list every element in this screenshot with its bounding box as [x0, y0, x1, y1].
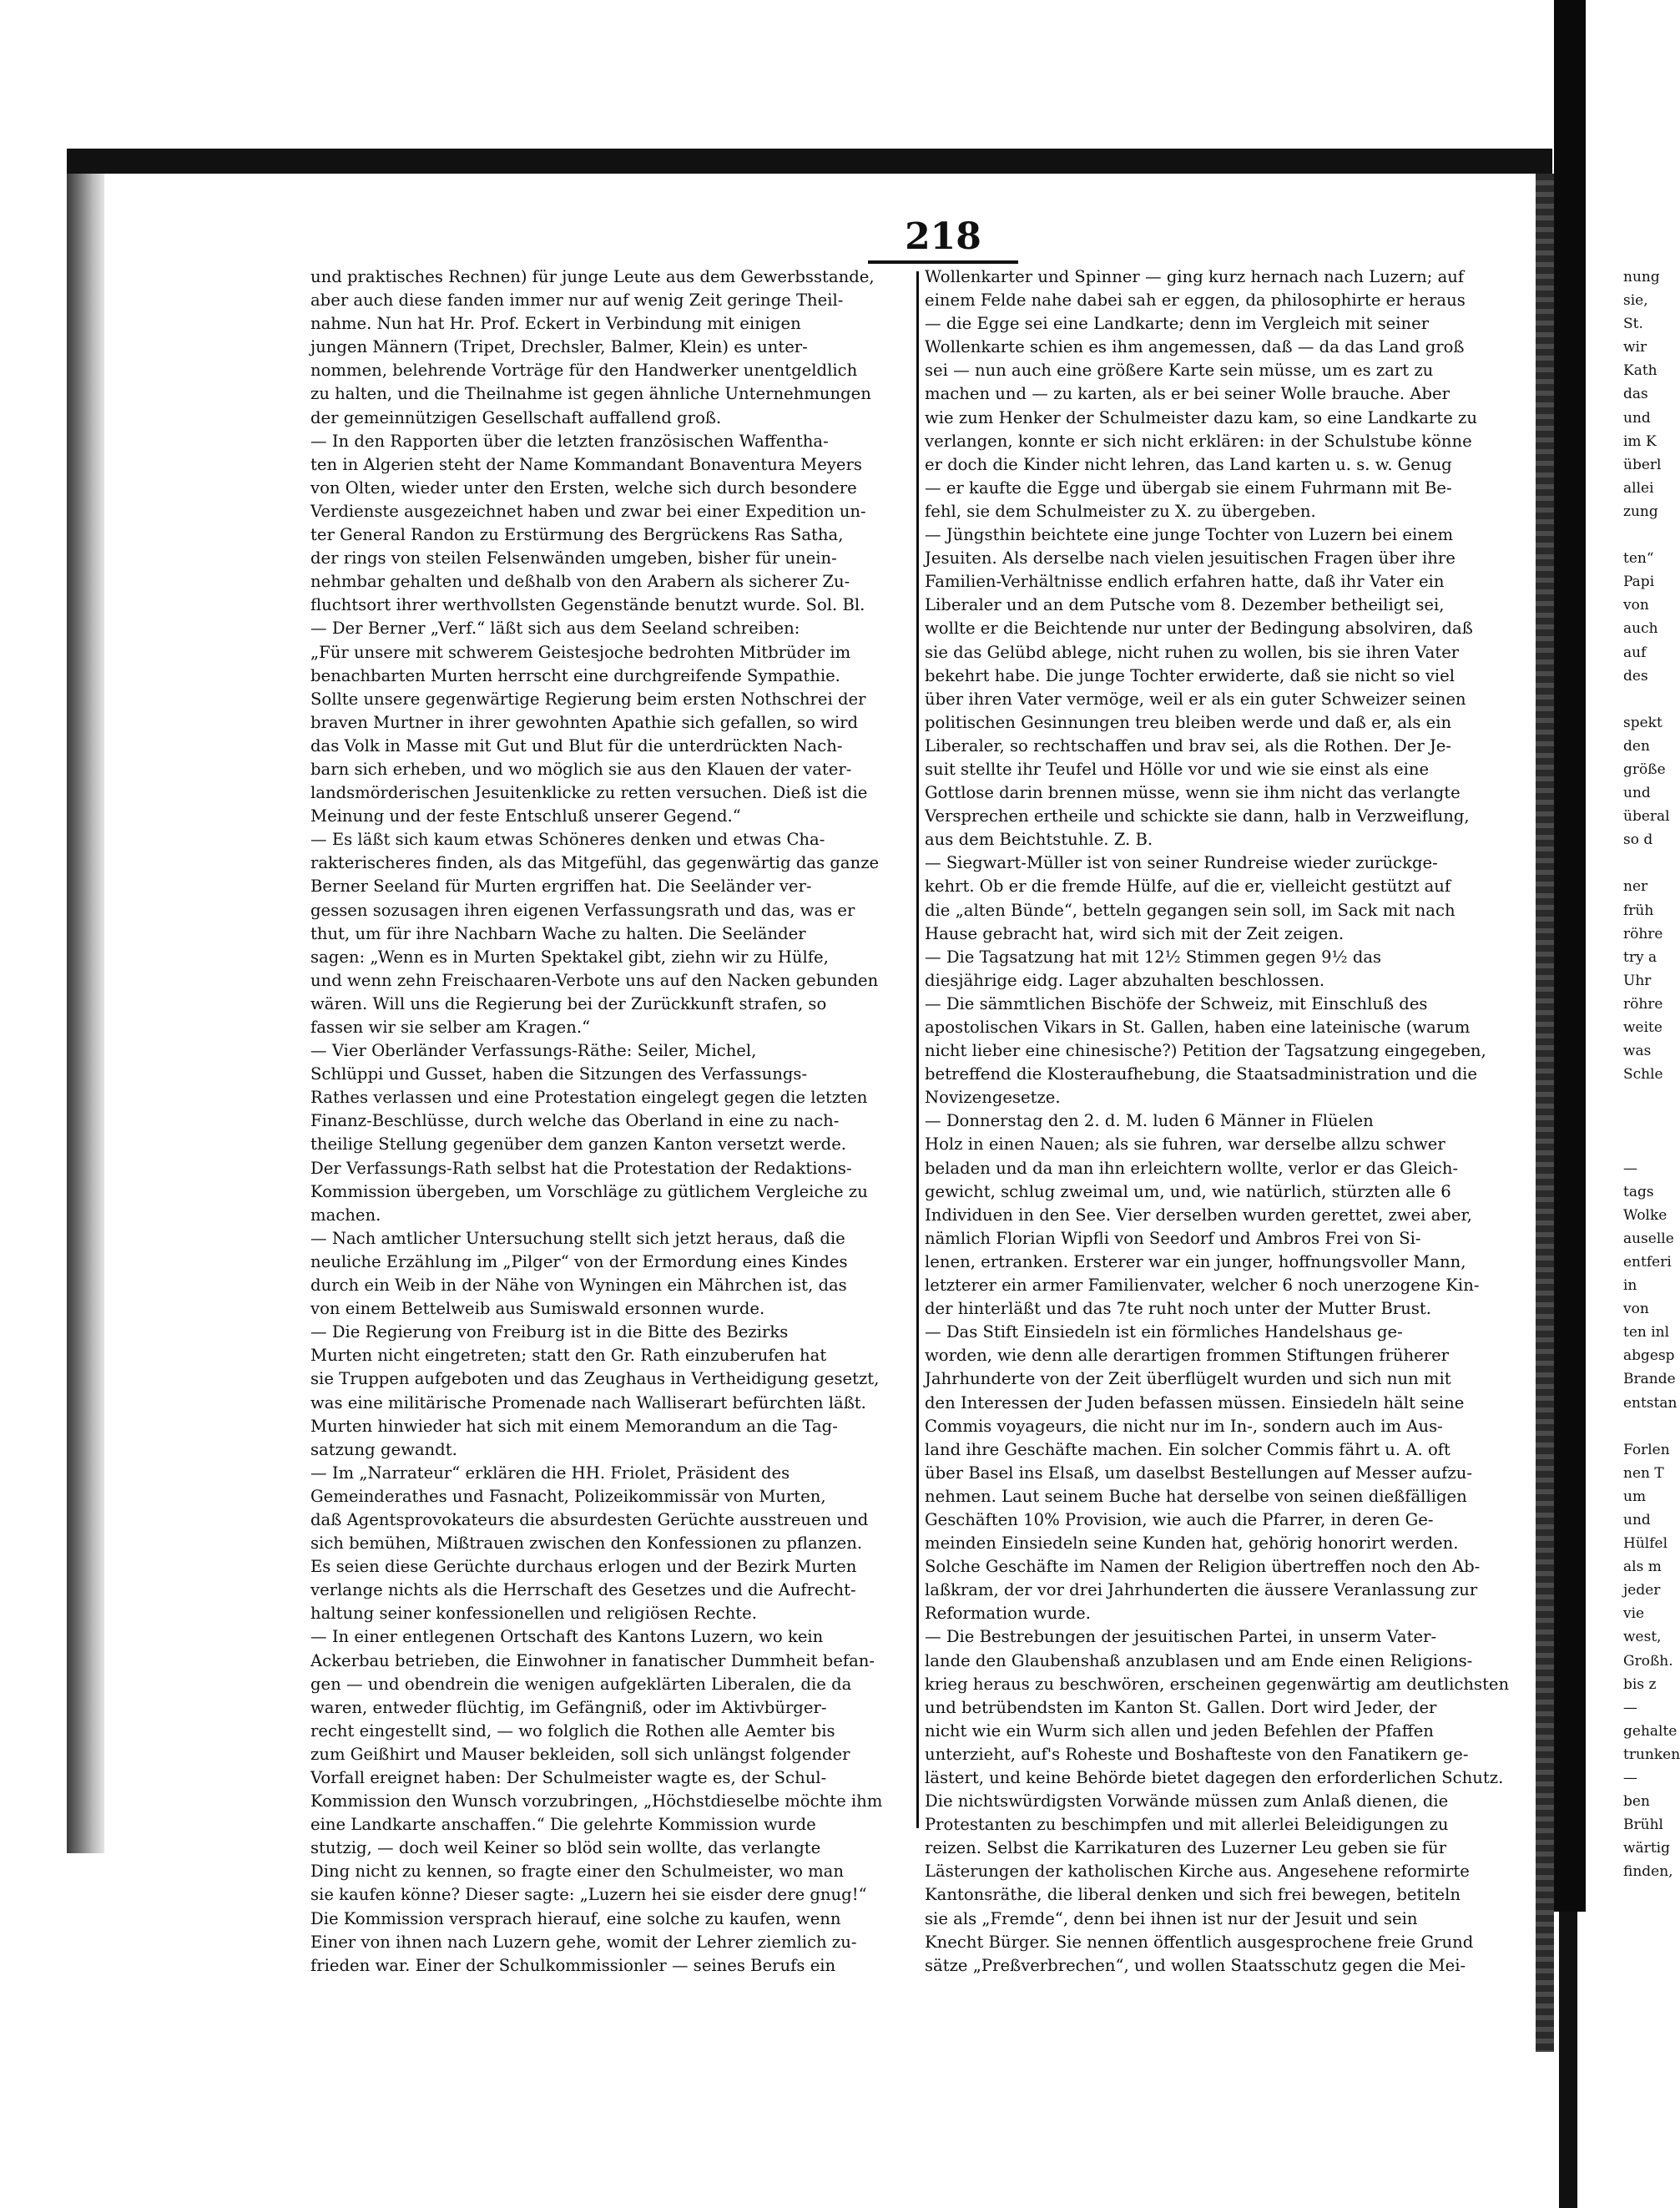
text-line: Solche Geschäfte im Namen der Religion übertreffen noch den Ab-: [925, 1557, 1481, 1577]
text-line: Knecht Bürger. Sie nennen öffentlich ausgesprochene freie Grund: [925, 1932, 1474, 1952]
text-line: finden,: [1623, 1863, 1673, 1881]
text-line: bis z: [1623, 1675, 1657, 1693]
text-line: sätze „Preßverbrechen“, und wollen Staatsschutz gegen die Mei-: [925, 1955, 1466, 1975]
text-line: Kommission den Wunsch vorzubringen, „Höchstdieselbe möchte ihm: [310, 1791, 883, 1811]
text-line: [1623, 1415, 1669, 1438]
text-line: meinden Einsiedeln seine Kunden hat, gehörig honorirt werden.: [925, 1533, 1459, 1554]
text-line: Uhr: [1623, 972, 1652, 989]
text-line: über Basel ins Elsaß, um daselbst Bestellungen auf Messer aufzu-: [925, 1463, 1472, 1483]
text-line: laßkram, der vor drei Jahrhunderten die äussere Veranlassung zur: [925, 1580, 1478, 1600]
text-line: Holz in einen Nauen; als sie fuhren, war derselbe allzu schwer: [925, 1134, 1445, 1155]
text-line: in: [1623, 1277, 1637, 1295]
text-line: was: [1623, 1043, 1652, 1060]
text-line: Rathes verlassen und eine Protestation eingelegt gegen die letzten: [310, 1088, 868, 1108]
text-line: was eine militärische Promenade nach Walliserart befürchten läßt.: [310, 1392, 866, 1412]
text-line: reizen. Selbst die Karrikaturen des Luzerner Leu geben sie für: [925, 1838, 1447, 1858]
text-line: er doch die Kinder nicht lehren, das Land karten u. s. w. Genug: [925, 454, 1452, 474]
text-line: Meinung und der feste Entschluß unserer Gegend.“: [310, 806, 741, 826]
text-line: Protestanten zu beschimpfen und mit allerlei Beleidigungen zu: [925, 1815, 1449, 1835]
text-line: jeder: [1623, 1582, 1661, 1599]
column-divider: [916, 271, 919, 1828]
text-line: und: [1623, 409, 1651, 427]
book-spine-edge-lower: [1559, 1912, 1577, 2208]
text-line: Berner Seeland für Murten ergriffen hat. Die Seeländer ver-: [310, 877, 812, 897]
text-line: —: [1623, 1770, 1637, 1786]
text-line: — Die Bestrebungen der jesuitischen Partei, in unserm Vater-: [925, 1627, 1437, 1647]
text-line: Großh.: [1623, 1652, 1673, 1670]
text-line: Wolke: [1623, 1206, 1667, 1224]
text-line: ter General Randon zu Erstürmung des Bergrückens Ras Satha,: [310, 525, 844, 545]
text-line: sie das Gelübd ablege, nicht ruhen zu wollen, bis sie ihren Vater: [925, 642, 1460, 662]
text-line: durch ein Weib in der Nähe von Wyningen ein Mährchen ist, das: [310, 1276, 847, 1296]
scan-left-margin: [0, 0, 67, 2208]
text-line: sie als „Fremde“, denn bei ihnen ist nur der Jesuit und sein: [925, 1908, 1418, 1928]
text-line: try a: [1623, 948, 1657, 966]
text-line: aber auch diese fanden immer nur auf wenig Zeit geringe Theil-: [310, 291, 844, 311]
text-line: auselle: [1623, 1230, 1674, 1247]
text-line: überl: [1623, 456, 1662, 473]
text-line: apostolischen Vikars in St. Gallen, haben eine lateinische (warum: [925, 1018, 1471, 1037]
text-line: und: [1623, 1511, 1651, 1528]
text-line: nehmen. Laut seinem Buche hat derselbe von seinen dießfälligen: [925, 1486, 1467, 1506]
text-line: kehrt. Ob er die fremde Hülfe, auf die er, vielleicht gestützt auf: [925, 877, 1451, 897]
text-line: nahme. Nun hat Hr. Prof. Eckert in Verbindung mit einigen: [310, 314, 801, 334]
text-line: Verdienste ausgezeichnet haben und zwar bei einer Expedition un-: [310, 501, 866, 521]
text-line: theilige Stellung gegenüber dem ganzen Kanton versetzt werde.: [310, 1134, 847, 1155]
text-line: „Für unsere mit schwerem Geistesjoche bedrohten Mitbrüder im: [310, 642, 851, 662]
page-number: 218: [905, 215, 981, 258]
page-number-underline: [868, 260, 1018, 264]
text-line: nehmbar gehalten und deßhalb von den Arabern als sicherer Zu-: [310, 572, 850, 592]
text-line: Schle: [1623, 1066, 1663, 1084]
text-line: so d: [1623, 831, 1653, 849]
text-line: und wenn zehn Freischaaren-Verbote uns auf den Nacken gebunden: [310, 970, 879, 990]
text-line: [1623, 688, 1669, 711]
text-line: und: [1623, 785, 1651, 802]
text-line: Geschäften 10% Provision, wie auch die Pfarrer, in deren Ge-: [925, 1509, 1434, 1529]
left-text-column: [310, 265, 905, 1978]
text-line: sich bemühen, Mißtrauen zwischen den Konfessionen zu pflanzen.: [310, 1533, 863, 1554]
text-line: nommen, belehrende Vorträge für den Handwerker unentgeldlich: [310, 361, 858, 381]
text-line: Schlüppi und Gusset, haben die Sitzungen des Verfassungs-: [310, 1064, 808, 1084]
text-line: sie,: [1623, 292, 1648, 310]
text-line: Vorfall ereignet haben: Der Schulmeister wagte es, der Schul-: [310, 1768, 827, 1787]
text-line: auf: [1623, 644, 1647, 661]
text-line: um: [1623, 1488, 1647, 1505]
text-line: gessen sozusagen ihren eigenen Verfassungsrath und das, was er: [310, 900, 855, 920]
text-line: Brande: [1623, 1371, 1676, 1388]
text-line: waren, entweder flüchtig, im Gefängniß, oder im Aktivbürger-: [310, 1697, 827, 1717]
text-line: rakterischeres finden, als das Mitgefühl, das gegenwärtig das ganze: [310, 853, 880, 873]
text-line: Die Kommission versprach hierauf, eine solche zu kaufen, wenn: [310, 1908, 841, 1928]
text-line: fluchtsort ihrer werthvollsten Gegenstände benutzt wurde. Sol. Bl.: [310, 595, 865, 615]
text-line: eine Landkarte anschaffen.“ Die gelehrte Kommission wurde: [310, 1815, 816, 1835]
text-line: — Vier Oberländer Verfassungs-Räthe: Seiler, Michel,: [310, 1041, 757, 1061]
text-line: — Donnerstag den 2. d. M. luden 6 Männer in Flüelen: [925, 1111, 1374, 1131]
text-line: [1623, 1109, 1669, 1133]
text-line: Ackerbau betrieben, die Einwohner in fanatischer Dummheit befan-: [310, 1650, 875, 1670]
text-line: braven Murtner in ihrer gewohnten Apathie sich gefallen, so wird: [310, 712, 859, 732]
text-line: wären. Will uns die Regierung bei der Zurückkunft strafen, so: [310, 993, 827, 1013]
text-line: im K: [1623, 432, 1657, 450]
text-line: stutzig, — doch weil Keiner so blöd sein wollte, das verlangte: [310, 1838, 821, 1858]
text-line: thut, um für ihre Nachbarn Wache zu halten. Die Seeländer: [310, 923, 806, 943]
next-page-fragment-column: [1623, 265, 1680, 1968]
text-line: Murten hinwieder hat sich mit einem Memorandum an die Tag-: [310, 1416, 838, 1436]
text-line: Kath: [1623, 362, 1657, 380]
text-line: trunken: [1623, 1746, 1680, 1763]
text-line: — Jüngsthin beichtete eine junge Tochter von Luzern bei einem: [925, 525, 1454, 545]
text-line: —: [1623, 1699, 1637, 1716]
book-spine-gutter: [1536, 174, 1554, 2052]
text-line: röhre: [1623, 995, 1663, 1013]
text-line: fassen wir sie selber am Kragen.“: [310, 1018, 591, 1037]
text-line: — Nach amtlicher Untersuchung stellt sich jetzt heraus, daß die: [310, 1228, 845, 1248]
text-line: diesjährige eidg. Lager abzuhalten beschlossen.: [925, 970, 1325, 990]
text-line: gen — und obendrein die wenigen aufgeklärten Liberalen, die da: [310, 1674, 852, 1694]
text-line: — Die Tagsatzung hat mit 12½ Stimmen gegen 9½ das: [925, 947, 1382, 967]
text-line: — Die sämmtlichen Bischöfe der Schweiz, mit Einschluß des: [925, 993, 1428, 1013]
text-line: Reformation wurde.: [925, 1604, 1091, 1624]
text-line: fehl, sie dem Schulmeister zu X. zu übergeben.: [925, 501, 1316, 521]
text-line: frieden war. Einer der Schulkommissionler — seines Berufs ein: [310, 1955, 836, 1975]
text-line: Gottlose darin brennen müsse, wenn sie ihm nicht das verlangte: [925, 783, 1461, 803]
text-line: — In einer entlegenen Ortschaft des Kantons Luzern, wo kein: [310, 1627, 824, 1647]
text-line: Forlen: [1623, 1441, 1670, 1458]
text-line: — Im „Narrateur“ erklären die HH. Friolet, Präsident des: [310, 1463, 790, 1483]
text-line: benachbarten Murten herrscht eine durchgreifende Sympathie.: [310, 665, 840, 685]
text-line: machen.: [310, 1205, 381, 1225]
text-line: lästert, und keine Behörde bietet dagegen den erforderlichen Schutz.: [925, 1768, 1504, 1787]
book-spine-edge: [1554, 0, 1586, 1912]
text-line: Liberaler und an dem Putsche vom 8. Dezember betheiligt sei,: [925, 595, 1445, 615]
text-line: zu halten, und die Theilnahme ist gegen ähnliche Unternehmungen: [310, 384, 871, 404]
text-line: sie kaufen könne? Dieser sagte: „Luzern hei sie eisder dere gnug!“: [310, 1885, 867, 1905]
text-line: wie zum Henker der Schulmeister dazu kam, so eine Landkarte zu: [925, 407, 1477, 427]
text-line: [1623, 1086, 1669, 1109]
text-line: der gemeinnützigen Gesellschaft auffallend groß.: [310, 407, 722, 427]
text-line: die „alten Bünde“, betteln gegangen sein soll, im Sack mit nach: [925, 900, 1455, 920]
text-line: gewicht, schlug zweimal um, und, wie natürlich, stürzten alle 6: [925, 1181, 1451, 1201]
text-line: ner: [1623, 878, 1648, 896]
text-line: — Das Stift Einsiedeln ist ein förmliches Handelshaus ge-: [925, 1322, 1403, 1342]
text-line: bekehrt habe. Die junge Tochter erwiderte, daß sie nicht so viel: [925, 665, 1455, 685]
text-line: Kommission übergeben, um Vorschläge zu gütlichem Vergleiche zu: [310, 1181, 868, 1201]
text-line: west,: [1623, 1629, 1662, 1646]
text-line: Einer von ihnen nach Luzern gehe, womit der Lehrer ziemlich zu-: [310, 1932, 857, 1952]
text-line: ten in Algerien steht der Name Kommandant Bonaventura Meyers: [310, 454, 862, 474]
text-line: barn sich erheben, und wo möglich sie aus den Klauen der vater-: [310, 759, 852, 779]
text-line: Jahrhunderte von der Zeit überflügelt wurden und sich nun mit: [925, 1369, 1451, 1389]
text-line: wärtig: [1623, 1840, 1670, 1857]
text-line: — Siegwart-Müller ist von seiner Rundreise wieder zurückge-: [925, 853, 1438, 873]
text-line: entferi: [1623, 1253, 1672, 1271]
text-line: Wollenkarter und Spinner — ging kurz hernach nach Luzern; auf: [925, 267, 1465, 286]
text-line: weite: [1623, 1019, 1662, 1036]
text-line: und betrübendsten im Kanton St. Gallen. Dort wird Jeder, der: [925, 1697, 1437, 1717]
text-line: [1623, 851, 1669, 875]
text-line: auch: [1623, 620, 1658, 638]
text-line: von: [1623, 1301, 1649, 1318]
text-line: tags: [1623, 1183, 1654, 1200]
text-line: Der Verfassungs-Rath selbst hat die Protestation der Redaktions-: [310, 1158, 852, 1178]
text-line: lenen, ertranken. Ersterer war ein junger, hoffnungsvoller Mann,: [925, 1251, 1466, 1271]
text-line: Kantonsräthe, die liberal denken und sich frei bewegen, betiteln: [925, 1885, 1461, 1905]
text-line: [1623, 523, 1669, 547]
text-line: das Volk in Masse mit Gut und Blut für die unterdrückten Nach-: [310, 735, 843, 755]
text-line: sei — nun auch eine größere Karte sein müsse, um es zart zu: [925, 361, 1434, 381]
text-line: Hause gebracht hat, wird sich mit der Zeit zeigen.: [925, 923, 1345, 943]
text-line: — Die Regierung von Freiburg ist in die Bitte des Bezirks: [310, 1322, 789, 1342]
text-line: Hülfel: [1623, 1535, 1668, 1553]
book-binding-edge: [67, 167, 104, 1853]
text-line: [1623, 1133, 1669, 1156]
text-line: abgesp: [1623, 1347, 1675, 1365]
text-line: St.: [1623, 316, 1643, 333]
text-line: des: [1623, 667, 1648, 685]
text-line: ten inl: [1623, 1324, 1670, 1341]
text-line: entstan: [1623, 1394, 1677, 1412]
text-line: verlangen, konnte er sich nicht erklären: in der Schulstube könne: [925, 431, 1472, 451]
text-line: röhre: [1623, 925, 1663, 942]
text-line: den: [1623, 737, 1650, 755]
text-line: verlange nichts als die Herrschaft des Gesetzes und die Aufrecht-: [310, 1580, 856, 1600]
middle-text-column: [925, 265, 1534, 1978]
text-line: nen T: [1623, 1464, 1664, 1482]
text-line: ten“: [1623, 550, 1654, 568]
text-line: satzung gewandt.: [310, 1439, 457, 1459]
text-line: überal: [1623, 808, 1670, 826]
text-line: Die nichtswürdigsten Vorwände müssen zum Anlaß dienen, die: [925, 1791, 1449, 1811]
text-line: Liberaler, so rechtschaffen und brav sei, als die Rothen. Der Je-: [925, 735, 1452, 755]
text-line: neuliche Erzählung im „Pilger“ von der Ermordung eines Kindes: [310, 1251, 848, 1271]
top-border-rule: [67, 149, 1552, 174]
text-line: Papi: [1623, 573, 1655, 591]
text-line: Finanz-Beschlüsse, durch welche das Oberland in eine zu nach-: [310, 1111, 840, 1131]
text-line: land ihre Geschäfte machen. Ein solcher Commis fährt u. A. oft: [925, 1439, 1450, 1459]
text-line: ben: [1623, 1793, 1650, 1811]
text-line: daß Agentsprovokateurs die absurdesten Gerüchte ausstreuen und: [310, 1509, 869, 1529]
text-line: das: [1623, 386, 1648, 403]
text-line: — Der Berner „Verf.“ läßt sich aus dem Seeland schreiben:: [310, 619, 800, 639]
text-line: Sollte unsere gegenwärtige Regierung beim ersten Nothschrei der: [310, 689, 866, 709]
text-line: aus dem Beichtstuhle. Z. B.: [925, 830, 1153, 850]
text-line: Individuen in den See. Vier derselben wurden gerettet, zwei aber,: [925, 1205, 1472, 1225]
text-line: betreffend die Klosteraufhebung, die Staatsadministration und die: [925, 1064, 1478, 1084]
text-line: der rings von steilen Felsenwänden umgeben, bisher für unein-: [310, 548, 837, 568]
text-line: haltung seiner konfessionellen und religiösen Rechte.: [310, 1604, 757, 1624]
text-line: Familien-Verhältnisse endlich erfahren hatte, daß ihr Vater ein: [925, 572, 1445, 592]
text-line: recht eingestellt sind, — wo folglich die Rothen alle Aemter bis: [310, 1720, 835, 1741]
text-line: — Es läßt sich kaum etwas Schöneres denken und etwas Cha-: [310, 830, 825, 850]
text-line: worden, wie denn alle derartigen frommen Stiftungen früherer: [925, 1346, 1450, 1366]
text-line: früh: [1623, 902, 1654, 919]
text-line: den Interessen der Juden befassen müssen. Einsiedeln hält seine: [925, 1392, 1465, 1412]
text-line: — die Egge sei eine Landkarte; denn im Vergleich mit seiner: [925, 314, 1430, 334]
text-line: über ihren Vater vermöge, weil er als ein guter Schweizer seinen: [925, 689, 1466, 709]
text-line: Gemeinderathes und Fasnacht, Polizeikommissär von Murten,: [310, 1486, 826, 1506]
text-line: — er kaufte die Egge und übergab sie einem Fuhrmann mit Be-: [925, 477, 1452, 498]
text-line: Commis voyageurs, die nicht nur im In-, sondern auch im Aus-: [925, 1416, 1443, 1436]
text-line: vie: [1623, 1605, 1645, 1623]
text-line: Ding nicht zu kennen, so fragte einer den Schulmeister, wo man: [310, 1862, 844, 1882]
text-line: sagen: „Wenn es in Murten Spektakel gibt, ziehn wir zu Hülfe,: [310, 947, 829, 967]
text-line: politischen Gesinnungen treu bleiben werde und daß er, als ein: [925, 712, 1452, 732]
text-line: nung: [1623, 269, 1660, 285]
text-line: Es seien diese Gerüchte durchaus erlogen und der Bezirk Murten: [310, 1557, 857, 1577]
text-line: krieg heraus zu beschwören, erscheinen gegenwärtig am deutlichsten: [925, 1674, 1510, 1694]
text-line: der hinterläßt und das 7te ruht noch unter der Mutter Brust.: [925, 1299, 1432, 1319]
text-line: wollte er die Beichtende nur unter der Bedingung absolviren, daß: [925, 619, 1473, 639]
text-line: spekt: [1623, 714, 1662, 731]
text-line: zung: [1623, 503, 1658, 520]
text-line: machen und — zu karten, als er bei seiner Wolle brauche. Aber: [925, 384, 1450, 404]
text-line: nicht lieber eine chinesische?) Petition der Tagsatzung eingegeben,: [925, 1041, 1486, 1061]
text-line: von: [1623, 597, 1649, 614]
text-line: wir: [1623, 339, 1647, 356]
text-line: beladen und da man ihn erleichtern wollte, verlor er das Gleich-: [925, 1158, 1459, 1178]
text-line: größe: [1623, 760, 1666, 778]
text-line: und praktisches Rechnen) für junge Leute aus dem Gewerbsstande,: [310, 267, 875, 286]
text-line: nicht wie ein Wurm sich allen und jeden Befehlen der Pfaffen: [925, 1720, 1434, 1741]
text-line: Lästerungen der katholischen Kirche aus. Angesehene reformirte: [925, 1862, 1470, 1882]
text-line: nämlich Florian Wipfli von Seedorf und Ambros Frei von Si-: [925, 1228, 1421, 1248]
text-line: lande den Glaubenshaß anzublasen und am Ende einen Religions-: [925, 1650, 1473, 1670]
text-line: zum Geißhirt und Mauser bekleiden, soll sich unlängst folgender: [310, 1744, 850, 1764]
text-line: Jesuiten. Als derselbe nach vielen jesuitischen Fragen über ihre: [925, 548, 1455, 568]
text-line: von Olten, wieder unter den Ersten, welche sich durch besondere: [310, 477, 857, 498]
text-line: Wollenkarte schien es ihm angemessen, daß — da das Land groß: [925, 337, 1465, 357]
text-line: sie Truppen aufgeboten und das Zeughaus in Vertheidigung gesetzt,: [310, 1369, 880, 1389]
text-line: jungen Männern (Tripet, Drechsler, Balmer, Klein) es unter-: [310, 337, 808, 357]
text-line: von einem Bettelweib aus Sumiswald ersonnen wurde.: [310, 1299, 765, 1319]
text-line: allei: [1623, 479, 1654, 497]
text-line: —: [1623, 1160, 1637, 1177]
text-line: einem Felde nahe dabei sah er eggen, da philosophirte er heraus: [925, 291, 1466, 311]
text-line: suit stellte ihr Teufel und Hölle vor und wie sie einst als eine: [925, 759, 1430, 779]
text-line: Murten nicht eingetreten; statt den Gr. Rath einzuberufen hat: [310, 1346, 827, 1366]
text-line: Brühl: [1623, 1816, 1663, 1834]
text-line: — In den Rapporten über die letzten französischen Waffentha-: [310, 431, 829, 451]
text-line: letzterer ein armer Familienvater, welcher 6 noch unerzogene Kin-: [925, 1276, 1480, 1296]
text-line: landsmörderischen Jesuitenklicke zu retten versuchen. Dieß ist die: [310, 783, 868, 803]
text-line: Versprechen ertheile und schickte sie dann, halb in Verzweiflung,: [925, 806, 1470, 826]
text-line: als m: [1623, 1559, 1662, 1576]
text-line: gehalte: [1623, 1722, 1677, 1740]
text-line: unterzieht, auf's Roheste und Boshafteste von den Fanatikern ge-: [925, 1744, 1469, 1764]
text-line: Novizengesetze.: [925, 1088, 1061, 1108]
